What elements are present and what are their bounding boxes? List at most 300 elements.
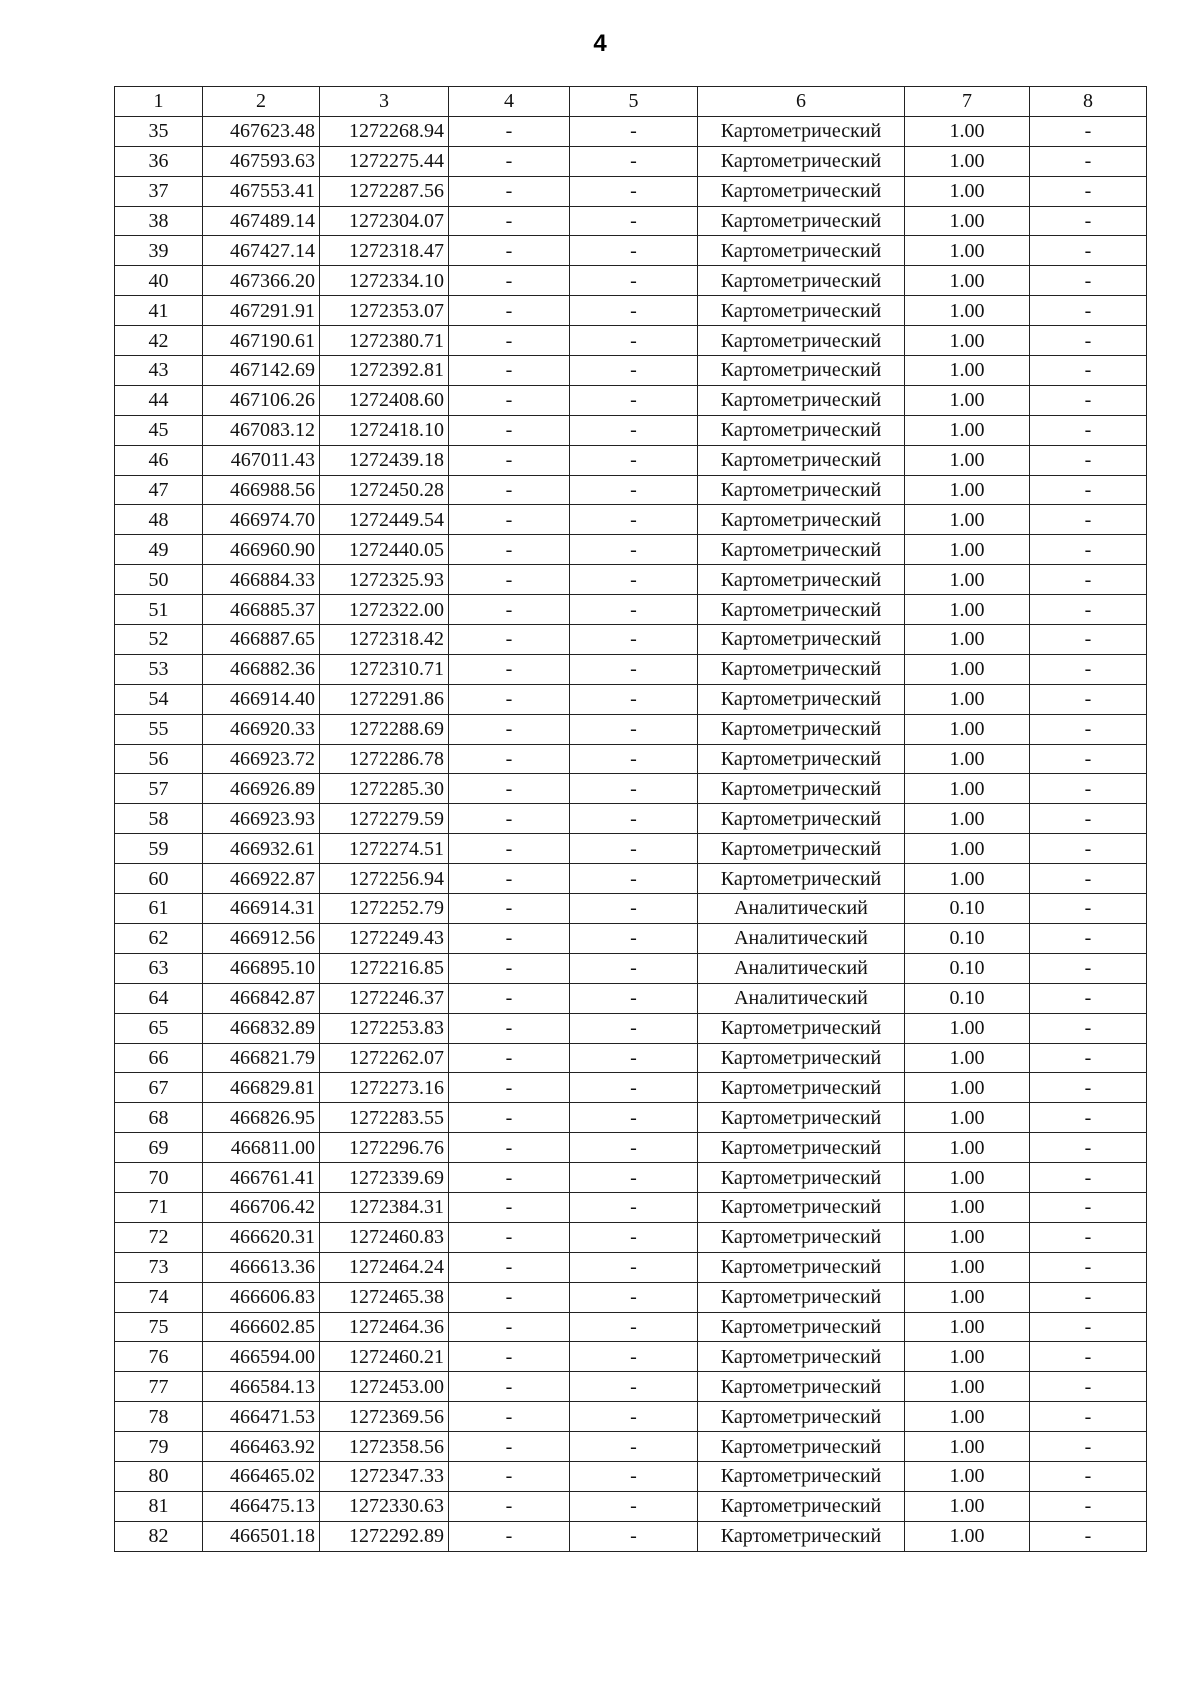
col-4-cell: - [449, 1491, 570, 1521]
accuracy-cell: 1.00 [905, 684, 1030, 714]
accuracy-cell: 1.00 [905, 1521, 1030, 1551]
point-number-cell: 44 [115, 385, 203, 415]
method-cell: Картометрический [698, 296, 905, 326]
col-8-cell: - [1030, 834, 1147, 864]
col-5-cell: - [570, 1402, 698, 1432]
table-row [115, 774, 1147, 804]
table-row [115, 236, 1147, 266]
x-coordinate-cell: 466584.13 [203, 1372, 320, 1402]
col-5-cell: - [570, 1043, 698, 1073]
point-number-cell: 67 [115, 1073, 203, 1103]
table-body [115, 116, 1147, 1551]
col-8-cell: - [1030, 804, 1147, 834]
table-row [115, 1432, 1147, 1462]
x-coordinate-cell: 466826.95 [203, 1103, 320, 1133]
col-4-cell: - [449, 654, 570, 684]
accuracy-cell: 1.00 [905, 1043, 1030, 1073]
col-4-cell: - [449, 1163, 570, 1193]
table-row [115, 1043, 1147, 1073]
y-coordinate-cell: 1272285.30 [320, 774, 449, 804]
col-4-cell: - [449, 475, 570, 505]
method-cell: Картометрический [698, 744, 905, 774]
y-coordinate-cell: 1272249.43 [320, 923, 449, 953]
y-coordinate-cell: 1272358.56 [320, 1432, 449, 1462]
y-coordinate-cell: 1272292.89 [320, 1521, 449, 1551]
col-4-cell: - [449, 953, 570, 983]
accuracy-cell: 1.00 [905, 1461, 1030, 1491]
y-coordinate-cell: 1272287.56 [320, 176, 449, 206]
point-number-cell: 38 [115, 206, 203, 236]
x-coordinate-cell: 466475.13 [203, 1491, 320, 1521]
table-row [115, 1402, 1147, 1432]
column-header-1: 1 [115, 87, 203, 117]
col-4-cell: - [449, 206, 570, 236]
method-cell: Картометрический [698, 1282, 905, 1312]
col-4-cell: - [449, 1521, 570, 1551]
method-cell: Аналитический [698, 923, 905, 953]
col-8-cell: - [1030, 356, 1147, 386]
accuracy-cell: 1.00 [905, 1402, 1030, 1432]
col-8-cell: - [1030, 983, 1147, 1013]
col-8-cell: - [1030, 1372, 1147, 1402]
col-5-cell: - [570, 1103, 698, 1133]
method-cell: Картометрический [698, 535, 905, 565]
y-coordinate-cell: 1272464.24 [320, 1252, 449, 1282]
col-8-cell: - [1030, 1402, 1147, 1432]
point-number-cell: 76 [115, 1342, 203, 1372]
col-8-cell: - [1030, 206, 1147, 236]
col-5-cell: - [570, 684, 698, 714]
table-row [115, 1103, 1147, 1133]
accuracy-cell: 1.00 [905, 834, 1030, 864]
y-coordinate-cell: 1272418.10 [320, 415, 449, 445]
method-cell: Картометрический [698, 714, 905, 744]
method-cell: Картометрический [698, 684, 905, 714]
table-row [115, 684, 1147, 714]
method-cell: Картометрический [698, 206, 905, 236]
point-number-cell: 43 [115, 356, 203, 386]
y-coordinate-cell: 1272273.16 [320, 1073, 449, 1103]
col-5-cell: - [570, 1133, 698, 1163]
point-number-cell: 51 [115, 595, 203, 625]
table-row [115, 475, 1147, 505]
col-4-cell: - [449, 326, 570, 356]
point-number-cell: 42 [115, 326, 203, 356]
col-4-cell: - [449, 176, 570, 206]
point-number-cell: 49 [115, 535, 203, 565]
x-coordinate-cell: 466887.65 [203, 625, 320, 655]
accuracy-cell: 1.00 [905, 1013, 1030, 1043]
y-coordinate-cell: 1272268.94 [320, 116, 449, 146]
col-5-cell: - [570, 1282, 698, 1312]
accuracy-cell: 1.00 [905, 1282, 1030, 1312]
accuracy-cell: 1.00 [905, 146, 1030, 176]
method-cell: Картометрический [698, 1103, 905, 1133]
accuracy-cell: 1.00 [905, 714, 1030, 744]
accuracy-cell: 1.00 [905, 1222, 1030, 1252]
method-cell: Картометрический [698, 864, 905, 894]
table-row [115, 923, 1147, 953]
col-8-cell: - [1030, 1163, 1147, 1193]
x-coordinate-cell: 466613.36 [203, 1252, 320, 1282]
table-row [115, 1461, 1147, 1491]
y-coordinate-cell: 1272330.63 [320, 1491, 449, 1521]
col-4-cell: - [449, 1222, 570, 1252]
col-8-cell: - [1030, 864, 1147, 894]
x-coordinate-cell: 466960.90 [203, 535, 320, 565]
method-cell: Картометрический [698, 1372, 905, 1402]
y-coordinate-cell: 1272465.38 [320, 1282, 449, 1312]
table-row [115, 1133, 1147, 1163]
x-coordinate-cell: 467366.20 [203, 266, 320, 296]
point-number-cell: 81 [115, 1491, 203, 1521]
accuracy-cell: 1.00 [905, 505, 1030, 535]
x-coordinate-cell: 466761.41 [203, 1163, 320, 1193]
method-cell: Картометрический [698, 625, 905, 655]
point-number-cell: 72 [115, 1222, 203, 1252]
point-number-cell: 59 [115, 834, 203, 864]
y-coordinate-cell: 1272262.07 [320, 1043, 449, 1073]
table-row [115, 983, 1147, 1013]
col-8-cell: - [1030, 415, 1147, 445]
y-coordinate-cell: 1272339.69 [320, 1163, 449, 1193]
table-row [115, 834, 1147, 864]
method-cell: Картометрический [698, 1491, 905, 1521]
method-cell: Картометрический [698, 176, 905, 206]
col-5-cell: - [570, 1432, 698, 1462]
table-row [115, 565, 1147, 595]
method-cell: Картометрический [698, 326, 905, 356]
y-coordinate-cell: 1272408.60 [320, 385, 449, 415]
point-number-cell: 60 [115, 864, 203, 894]
table-row [115, 1013, 1147, 1043]
col-8-cell: - [1030, 146, 1147, 176]
x-coordinate-cell: 467593.63 [203, 146, 320, 176]
table-row [115, 445, 1147, 475]
x-coordinate-cell: 466974.70 [203, 505, 320, 535]
x-coordinate-cell: 466988.56 [203, 475, 320, 505]
y-coordinate-cell: 1272464.36 [320, 1312, 449, 1342]
y-coordinate-cell: 1272369.56 [320, 1402, 449, 1432]
x-coordinate-cell: 466884.33 [203, 565, 320, 595]
col-4-cell: - [449, 834, 570, 864]
accuracy-cell: 1.00 [905, 206, 1030, 236]
method-cell: Картометрический [698, 356, 905, 386]
col-5-cell: - [570, 356, 698, 386]
x-coordinate-cell: 466912.56 [203, 923, 320, 953]
accuracy-cell: 1.00 [905, 654, 1030, 684]
col-8-cell: - [1030, 654, 1147, 684]
y-coordinate-cell: 1272216.85 [320, 953, 449, 983]
point-number-cell: 74 [115, 1282, 203, 1312]
method-cell: Картометрический [698, 146, 905, 176]
x-coordinate-cell: 467190.61 [203, 326, 320, 356]
col-4-cell: - [449, 116, 570, 146]
table-row [115, 864, 1147, 894]
point-number-cell: 45 [115, 415, 203, 445]
col-8-cell: - [1030, 744, 1147, 774]
col-4-cell: - [449, 714, 570, 744]
point-number-cell: 61 [115, 894, 203, 924]
col-8-cell: - [1030, 296, 1147, 326]
table-row [115, 266, 1147, 296]
y-coordinate-cell: 1272256.94 [320, 864, 449, 894]
accuracy-cell: 0.10 [905, 983, 1030, 1013]
x-coordinate-cell: 467553.41 [203, 176, 320, 206]
col-4-cell: - [449, 1252, 570, 1282]
col-8-cell: - [1030, 714, 1147, 744]
col-5-cell: - [570, 864, 698, 894]
col-8-cell: - [1030, 923, 1147, 953]
method-cell: Картометрический [698, 595, 905, 625]
col-8-cell: - [1030, 1252, 1147, 1282]
method-cell: Картометрический [698, 1402, 905, 1432]
col-4-cell: - [449, 296, 570, 326]
accuracy-cell: 1.00 [905, 864, 1030, 894]
table-row [115, 1491, 1147, 1521]
col-5-cell: - [570, 1342, 698, 1372]
col-4-cell: - [449, 1073, 570, 1103]
coordinates-table [114, 86, 1147, 1552]
column-header-8: 8 [1030, 87, 1147, 117]
x-coordinate-cell: 466885.37 [203, 595, 320, 625]
accuracy-cell: 1.00 [905, 475, 1030, 505]
method-cell: Аналитический [698, 894, 905, 924]
col-5-cell: - [570, 116, 698, 146]
table-header-row [115, 87, 1147, 117]
point-number-cell: 37 [115, 176, 203, 206]
x-coordinate-cell: 466606.83 [203, 1282, 320, 1312]
y-coordinate-cell: 1272392.81 [320, 356, 449, 386]
col-8-cell: - [1030, 1222, 1147, 1252]
accuracy-cell: 1.00 [905, 1103, 1030, 1133]
x-coordinate-cell: 466463.92 [203, 1432, 320, 1462]
col-8-cell: - [1030, 1521, 1147, 1551]
x-coordinate-cell: 466501.18 [203, 1521, 320, 1551]
col-8-cell: - [1030, 475, 1147, 505]
method-cell: Картометрический [698, 415, 905, 445]
col-5-cell: - [570, 1222, 698, 1252]
accuracy-cell: 1.00 [905, 415, 1030, 445]
accuracy-cell: 1.00 [905, 1312, 1030, 1342]
col-4-cell: - [449, 1372, 570, 1402]
x-coordinate-cell: 466811.00 [203, 1133, 320, 1163]
method-cell: Картометрический [698, 1163, 905, 1193]
col-8-cell: - [1030, 625, 1147, 655]
point-number-cell: 78 [115, 1402, 203, 1432]
accuracy-cell: 1.00 [905, 296, 1030, 326]
x-coordinate-cell: 467142.69 [203, 356, 320, 386]
method-cell: Картометрический [698, 1252, 905, 1282]
col-5-cell: - [570, 415, 698, 445]
col-8-cell: - [1030, 535, 1147, 565]
col-8-cell: - [1030, 595, 1147, 625]
method-cell: Картометрический [698, 1192, 905, 1222]
accuracy-cell: 1.00 [905, 176, 1030, 206]
col-8-cell: - [1030, 1073, 1147, 1103]
x-coordinate-cell: 466923.72 [203, 744, 320, 774]
table-row [115, 654, 1147, 684]
point-number-cell: 52 [115, 625, 203, 655]
table-row [115, 326, 1147, 356]
method-cell: Картометрический [698, 1013, 905, 1043]
y-coordinate-cell: 1272449.54 [320, 505, 449, 535]
col-8-cell: - [1030, 1043, 1147, 1073]
col-4-cell: - [449, 146, 570, 176]
col-8-cell: - [1030, 505, 1147, 535]
col-4-cell: - [449, 1342, 570, 1372]
y-coordinate-cell: 1272246.37 [320, 983, 449, 1013]
col-5-cell: - [570, 296, 698, 326]
y-coordinate-cell: 1272384.31 [320, 1192, 449, 1222]
col-4-cell: - [449, 535, 570, 565]
method-cell: Картометрический [698, 236, 905, 266]
col-4-cell: - [449, 445, 570, 475]
col-4-cell: - [449, 923, 570, 953]
accuracy-cell: 1.00 [905, 535, 1030, 565]
col-5-cell: - [570, 804, 698, 834]
column-header-6: 6 [698, 87, 905, 117]
method-cell: Картометрический [698, 654, 905, 684]
accuracy-cell: 1.00 [905, 1163, 1030, 1193]
table-row [115, 1192, 1147, 1222]
col-8-cell: - [1030, 266, 1147, 296]
method-cell: Картометрический [698, 1312, 905, 1342]
method-cell: Картометрический [698, 116, 905, 146]
col-5-cell: - [570, 206, 698, 236]
y-coordinate-cell: 1272325.93 [320, 565, 449, 595]
accuracy-cell: 0.10 [905, 953, 1030, 983]
col-4-cell: - [449, 744, 570, 774]
method-cell: Картометрический [698, 505, 905, 535]
table-row [115, 385, 1147, 415]
col-8-cell: - [1030, 684, 1147, 714]
y-coordinate-cell: 1272274.51 [320, 834, 449, 864]
col-5-cell: - [570, 1521, 698, 1551]
col-5-cell: - [570, 1461, 698, 1491]
y-coordinate-cell: 1272453.00 [320, 1372, 449, 1402]
col-4-cell: - [449, 1461, 570, 1491]
x-coordinate-cell: 466594.00 [203, 1342, 320, 1372]
x-coordinate-cell: 467623.48 [203, 116, 320, 146]
point-number-cell: 40 [115, 266, 203, 296]
y-coordinate-cell: 1272353.07 [320, 296, 449, 326]
col-8-cell: - [1030, 1461, 1147, 1491]
col-4-cell: - [449, 894, 570, 924]
method-cell: Картометрический [698, 834, 905, 864]
accuracy-cell: 1.00 [905, 1133, 1030, 1163]
col-5-cell: - [570, 146, 698, 176]
y-coordinate-cell: 1272288.69 [320, 714, 449, 744]
y-coordinate-cell: 1272291.86 [320, 684, 449, 714]
method-cell: Картометрический [698, 385, 905, 415]
point-number-cell: 70 [115, 1163, 203, 1193]
accuracy-cell: 1.00 [905, 1432, 1030, 1462]
table-row [115, 625, 1147, 655]
col-5-cell: - [570, 1252, 698, 1282]
col-4-cell: - [449, 983, 570, 1013]
col-4-cell: - [449, 1013, 570, 1043]
point-number-cell: 69 [115, 1133, 203, 1163]
accuracy-cell: 1.00 [905, 445, 1030, 475]
point-number-cell: 68 [115, 1103, 203, 1133]
col-4-cell: - [449, 625, 570, 655]
col-4-cell: - [449, 236, 570, 266]
col-5-cell: - [570, 565, 698, 595]
table-row [115, 535, 1147, 565]
table-row [115, 714, 1147, 744]
x-coordinate-cell: 466620.31 [203, 1222, 320, 1252]
y-coordinate-cell: 1272322.00 [320, 595, 449, 625]
col-5-cell: - [570, 176, 698, 206]
col-8-cell: - [1030, 1013, 1147, 1043]
column-header-7: 7 [905, 87, 1030, 117]
x-coordinate-cell: 466821.79 [203, 1043, 320, 1073]
col-5-cell: - [570, 1372, 698, 1402]
col-8-cell: - [1030, 894, 1147, 924]
col-8-cell: - [1030, 385, 1147, 415]
col-5-cell: - [570, 1013, 698, 1043]
col-4-cell: - [449, 1133, 570, 1163]
accuracy-cell: 1.00 [905, 326, 1030, 356]
table-row [115, 1252, 1147, 1282]
col-5-cell: - [570, 625, 698, 655]
col-8-cell: - [1030, 774, 1147, 804]
accuracy-cell: 1.00 [905, 565, 1030, 595]
col-5-cell: - [570, 595, 698, 625]
y-coordinate-cell: 1272253.83 [320, 1013, 449, 1043]
method-cell: Картометрический [698, 1461, 905, 1491]
point-number-cell: 48 [115, 505, 203, 535]
point-number-cell: 80 [115, 1461, 203, 1491]
col-5-cell: - [570, 983, 698, 1013]
point-number-cell: 64 [115, 983, 203, 1013]
point-number-cell: 71 [115, 1192, 203, 1222]
col-4-cell: - [449, 804, 570, 834]
accuracy-cell: 1.00 [905, 1073, 1030, 1103]
col-8-cell: - [1030, 1192, 1147, 1222]
y-coordinate-cell: 1272460.21 [320, 1342, 449, 1372]
col-5-cell: - [570, 953, 698, 983]
x-coordinate-cell: 466920.33 [203, 714, 320, 744]
table-row [115, 1073, 1147, 1103]
col-4-cell: - [449, 1402, 570, 1432]
x-coordinate-cell: 467106.26 [203, 385, 320, 415]
col-4-cell: - [449, 1282, 570, 1312]
table-row [115, 595, 1147, 625]
x-coordinate-cell: 466914.31 [203, 894, 320, 924]
method-cell: Картометрический [698, 1521, 905, 1551]
method-cell: Картометрический [698, 565, 905, 595]
accuracy-cell: 1.00 [905, 1192, 1030, 1222]
table-row [115, 1372, 1147, 1402]
y-coordinate-cell: 1272460.83 [320, 1222, 449, 1252]
table-row [115, 1521, 1147, 1551]
col-4-cell: - [449, 415, 570, 445]
table-row [115, 356, 1147, 386]
y-coordinate-cell: 1272318.42 [320, 625, 449, 655]
table-row [115, 415, 1147, 445]
y-coordinate-cell: 1272318.47 [320, 236, 449, 266]
col-5-cell: - [570, 774, 698, 804]
point-number-cell: 36 [115, 146, 203, 176]
table-row [115, 1342, 1147, 1372]
col-8-cell: - [1030, 1432, 1147, 1462]
y-coordinate-cell: 1272275.44 [320, 146, 449, 176]
x-coordinate-cell: 466895.10 [203, 953, 320, 983]
point-number-cell: 41 [115, 296, 203, 326]
col-8-cell: - [1030, 445, 1147, 475]
